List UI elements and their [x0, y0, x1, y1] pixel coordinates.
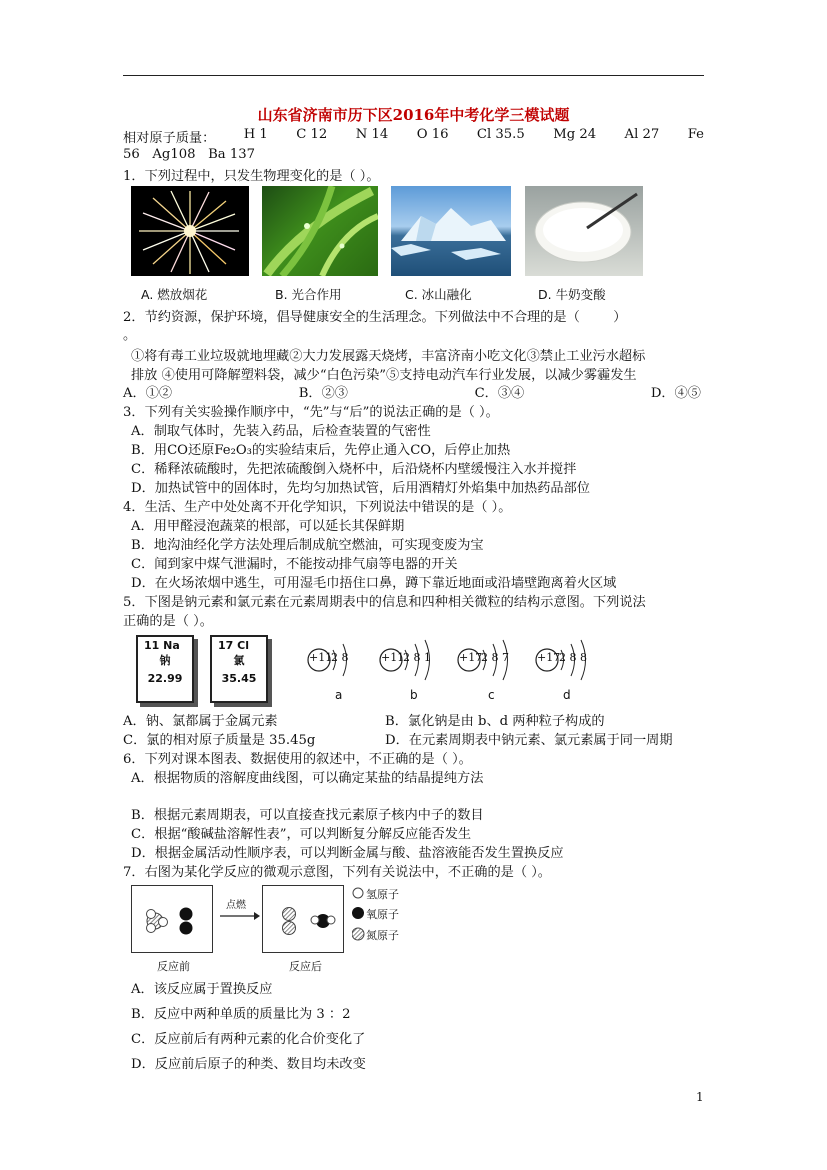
- q2-body-2: 排放 ④使用可降解塑料袋，减少“白色污染”⑤支持电动汽车行业发展，以减少雾霾发生: [131, 368, 637, 383]
- q2-stem: 2．节约资源，保护环境，倡导健康安全的生活理念。下列做法中不合理的是（ ）: [123, 310, 627, 325]
- mass-al: Al 27: [624, 127, 660, 142]
- before-label: 反应前: [157, 960, 190, 973]
- q6-option-b: B．根据元素周期表，可以直接查找元素原子核内中子的数目: [131, 808, 484, 823]
- q2-option-b: B．②③: [298, 386, 348, 401]
- q7-option-d: D．反应前后原子的种类、数目均未改变: [131, 1057, 366, 1072]
- q6-option-a: A．根据物质的溶解度曲线图，可以确定某盐的结晶提纯方法: [131, 771, 484, 786]
- fireworks-image: [131, 186, 249, 276]
- sodium-mass: 22.99: [147, 672, 183, 685]
- q5-option-a: A．钠、氯都属于金属元素: [123, 714, 278, 729]
- particle-d-label: d: [563, 688, 571, 702]
- q7-stem: 7．右图为某化学反应的微观示意图，下列有关说法中，不正确的是（ ）。: [123, 865, 551, 880]
- mass-mg: Mg 24: [553, 127, 597, 142]
- q4-option-c: C．闻到家中煤气泄漏时，不能按动排气扇等电器的开关: [131, 557, 458, 572]
- mass-h: H 1: [243, 127, 268, 142]
- q7-option-b: B．反应中两种单质的质量比为 3 ：2: [131, 1007, 351, 1022]
- particle-a-nucleus: +11: [309, 651, 333, 664]
- atomic-masses: [123, 127, 704, 146]
- q3-stem: 3．下列有关实验操作顺序中，“先”与“后”的说法正确的是（ ）。: [123, 405, 499, 420]
- q5-option-c: C．氯的相对原子质量是 35.45g: [123, 733, 316, 748]
- q4-stem: 4．生活、生产中处处离不开化学知识，下列说法中错误的是（ ）。: [123, 500, 512, 515]
- particle-d: [533, 630, 608, 706]
- after-reaction-box: [262, 885, 344, 953]
- chlorine-mass: 35.45: [221, 672, 257, 685]
- q1-caption-d: D. 牛奶变酸: [538, 287, 606, 302]
- q5-option-d: D．在元素周期表中钠元素、氯元素属于同一周期: [385, 733, 673, 748]
- q5-option-b: B．氯化钠是由 b、d 两种粒子构成的: [385, 714, 605, 729]
- q1-caption-a: A. 燃放烟花: [141, 287, 208, 302]
- page-title: 山东省济南市历下区2016年中考化学三模试题: [257, 106, 570, 124]
- particle-diagrams: [305, 630, 595, 706]
- particle-b: [377, 630, 452, 706]
- after-label: 反应后: [289, 960, 322, 973]
- atomic-masses-line2: 56 Ag108 Ba 137: [123, 147, 255, 162]
- q6-option-c: C．根据“酸碱盐溶解性表”，可以判断复分解反应能否发生: [131, 827, 472, 842]
- leaves-image: [262, 186, 378, 276]
- q2-body-1: ①将有毒工业垃圾就地埋藏②大力发展露天烧烤，丰富济南小吃文化③禁止工业污水超标: [131, 349, 646, 364]
- sodium-card: [136, 635, 194, 703]
- q5-stem-2: 正确的是（ ）。: [123, 614, 213, 629]
- q7-option-c: C．反应前后有两种元素的化合价变化了: [131, 1032, 366, 1047]
- before-reaction-box: [131, 885, 213, 953]
- particle-c-nucleus: +17: [459, 651, 483, 664]
- iceberg-image: [391, 186, 511, 276]
- legend-hydrogen: 氢原子: [366, 888, 399, 901]
- legend-oxygen: 氧原子: [366, 908, 399, 921]
- q3-option-c: C．稀释浓硫酸时，先把浓硫酸倒入烧杯中，后沿烧杯内壁缓慢注入水并搅拌: [131, 462, 577, 477]
- page-number: 1: [696, 1090, 704, 1104]
- particle-c-label: c: [488, 688, 495, 702]
- mass-o: O 16: [416, 127, 449, 142]
- legend-nitrogen: 氮原子: [366, 929, 399, 942]
- q2-options: [123, 382, 701, 401]
- q4-option-a: A．用甲醛浸泡蔬菜的根部，可以延长其保鲜期: [131, 519, 405, 534]
- particle-a: [305, 630, 375, 706]
- particle-d-nucleus: +17: [537, 651, 561, 664]
- q1-stem: 1．下列过程中，只发生物理变化的是（ ）。: [123, 169, 380, 184]
- chlorine-name: 氯: [233, 654, 245, 667]
- chlorine-card: [210, 635, 268, 703]
- q1-caption-c: C. 冰山融化: [405, 287, 472, 302]
- q3-option-d: D．加热试管中的固体时，先均匀加热试管，后用酒精灯外焰集中加热药品部位: [131, 481, 590, 496]
- sodium-name: 钠: [159, 654, 171, 667]
- header-rule: [123, 75, 704, 76]
- chlorine-number: 17 Cl: [218, 639, 249, 652]
- q3-option-b: B．用CO还原Fe₂O₃的实验结束后，先停止通入CO，后停止加热: [131, 443, 511, 458]
- q7-option-a: A．该反应属于置换反应: [131, 982, 273, 997]
- particle-b-nucleus: +11: [381, 651, 405, 664]
- q2-option-c: C．③④: [474, 386, 525, 401]
- particle-d-shells: 2 8 8: [559, 651, 587, 664]
- particle-b-label: b: [410, 688, 418, 702]
- q6-stem: 6．下列对课本图表、数据使用的叙述中，不正确的是（ ）。: [123, 752, 472, 767]
- mass-cl: Cl 35.5: [476, 127, 525, 142]
- sodium-number: 11 Na: [144, 639, 180, 652]
- q2-stem-end: 。: [123, 328, 137, 343]
- mass-c: C 12: [296, 127, 328, 142]
- particle-a-shells: 2 8: [331, 651, 349, 664]
- q7-legend: [352, 884, 422, 948]
- particle-b-shells: 2 8 1: [403, 651, 431, 664]
- q2-option-d: D．④⑤: [650, 386, 701, 401]
- q4-option-d: D．在火场浓烟中逃生，可用湿毛巾捂住口鼻，蹲下靠近地面或沿墙壁跑离着火区域: [131, 576, 617, 591]
- particle-c-shells: 2 8 7: [481, 651, 509, 664]
- q1-caption-b: B. 光合作用: [275, 287, 342, 302]
- q3-option-a: A．制取气体时，先装入药品，后检查装置的气密性: [131, 424, 431, 439]
- milk-image: [525, 186, 643, 276]
- q5-stem-1: 5．下图是钠元素和氯元素在元素周期表中的信息和四种相关微粒的结构示意图。下列说法: [123, 595, 646, 610]
- atomic-masses-label: 相对原子质量：: [123, 131, 216, 146]
- q4-option-b: B．地沟油经化学方法处理后制成航空燃油，可实现变废为宝: [131, 538, 484, 553]
- ignition-label: 点燃: [226, 900, 246, 911]
- particle-c: [455, 630, 530, 706]
- q2-option-a: A．①②: [123, 386, 173, 401]
- q6-option-d: D．根据金属活动性顺序表，可以判断金属与酸、盐溶液能否发生置换反应: [131, 846, 564, 861]
- mass-n: N 14: [355, 127, 389, 142]
- particle-a-label: a: [335, 688, 343, 702]
- mass-fe: Fe: [687, 127, 704, 142]
